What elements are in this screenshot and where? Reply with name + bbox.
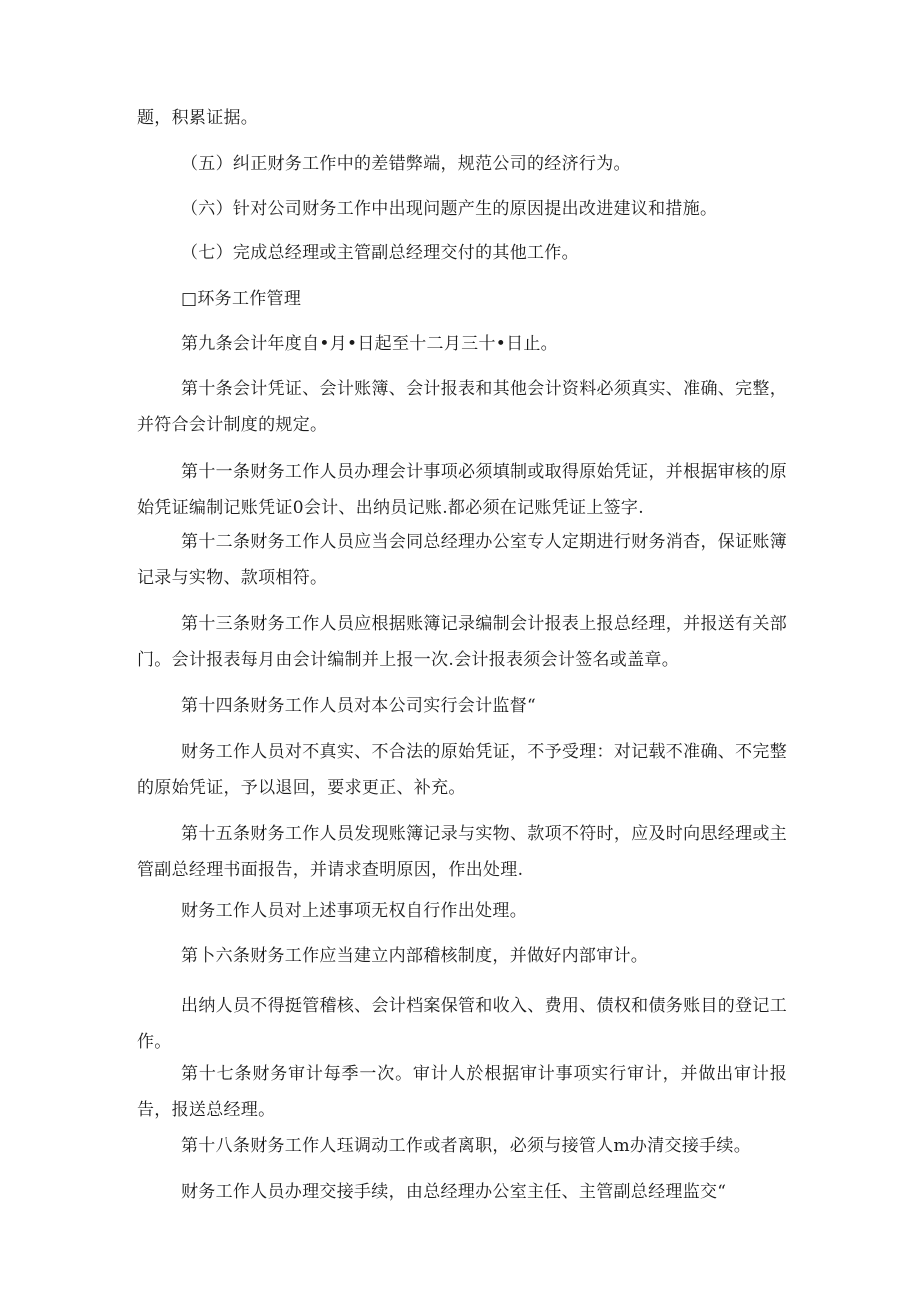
article-18-detail: 财务工作人员办理交接手续，由总经理办公室主任、主管副总经理监交“ xyxy=(181,1182,727,1202)
article-15-detail: 财务工作人员对上述事项无权自行作出处理。 xyxy=(181,901,527,921)
article-10: 第十条会计凭证、会计账簿、会计报表和其他会计资料必须真实、准确、完整，并符合会计制度的规定。 xyxy=(137,379,787,435)
article-9: 第九条会计年度自•月•日起至十二月三十•日止。 xyxy=(181,334,558,354)
article-13: 第十三条财务工作人员应根据账簿记录编制会计报表上报总经理，并报送有关部门。会计报表每月由会计编制并上报一次.会计报表须会计签名或盖章。 xyxy=(137,614,787,670)
article-11: 第十一条财务工作人员办理会计事项必须填制或取得原始凭证，并根据审核的原始凭证编制记账凭证0会计、出纳员记账.都必须在记账凭证上签字. xyxy=(137,462,787,518)
paragraph-continuation: 题，积累证据。 xyxy=(137,108,259,128)
section-heading: □环务工作管理 xyxy=(181,289,302,309)
paragraph-item-6: （六）针对公司财务工作中出现问题产生的原因提出改进建议和措施。 xyxy=(181,199,718,219)
article-18: 第十八条财务工作人珏调动工作或者离职，必须与接管人m办清交接手续。 xyxy=(181,1136,752,1156)
article-16: 第卜六条财务工作应当建立内部稽核制度，并做好内部审计。 xyxy=(181,946,649,966)
article-15: 第十五条财务工作人员发现账簿记录与实物、款项不符时，应及时向思经理或主管副总经理书面报告，并请求查明原因，作出处理. xyxy=(137,824,787,880)
paragraph-item-5: （五）纠正财务工作中的差错弊端，规范公司的经济行为。 xyxy=(181,154,631,174)
paragraph-item-7: （七）完成总经理或主管副总经理交付的其他工作。 xyxy=(181,243,579,263)
article-16-detail: 出纳人员不得挺管稽核、会计档案保管和收入、费用、债权和债务账目的登记工作。 xyxy=(137,996,787,1052)
article-12: 第十二条财务工作人员应当会同总经理办公室专人定期进行财务消杳，保证账簿记录与实物、款项相符。 xyxy=(137,532,787,588)
article-17: 第十七条财务审计每季一次。审计人於根据审计事项实行审计，并做出审计报告，报送总经理。 xyxy=(137,1064,787,1120)
article-14-detail: 财务工作人员对不真实、不合法的原始凭证，不予受理：对记载不准确、不完整的原始凭证，予以退回，要求更正、补充。 xyxy=(137,742,787,798)
article-14: 第十四条财务工作人员对本公司实行会计监督“ xyxy=(181,696,536,716)
